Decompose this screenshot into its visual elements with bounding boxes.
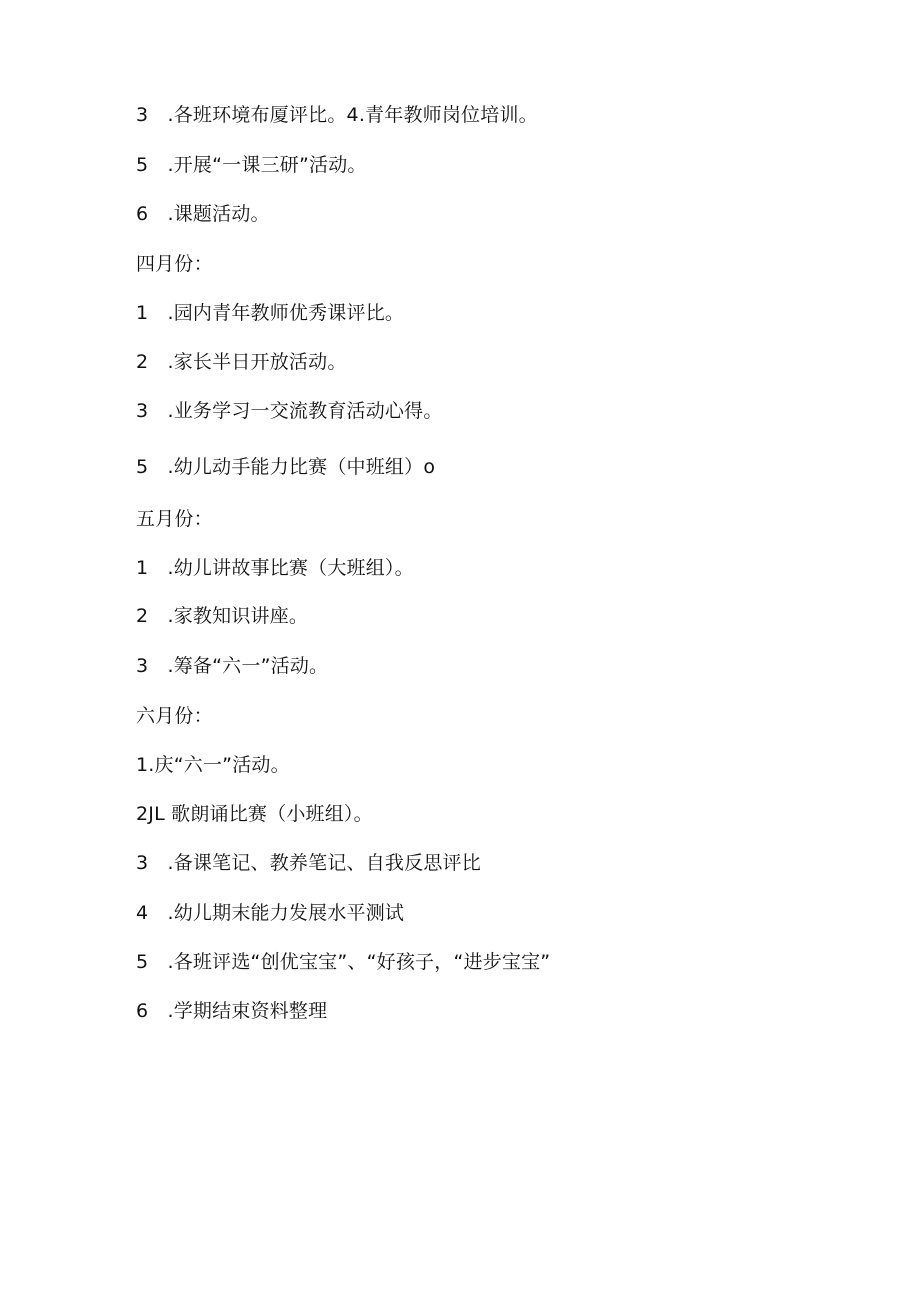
plan-line-june-5: 5 .各班评选“创优宝宝”、“好孩子，“进步宝宝”	[136, 951, 551, 973]
plan-line-march-6: 6 .课题活动。	[136, 203, 270, 225]
plan-line-june-6: 6 .学期结束资料整理	[136, 1000, 328, 1022]
section-heading-june: 六月份：	[136, 705, 213, 727]
plan-line-may-3: 3 .筹备“六一”活动。	[136, 655, 329, 677]
plan-line-april-2: 2 .家长半日开放活动。	[136, 351, 347, 373]
plan-line-june-2: 2JL 歌朗诵比赛（小班组）。	[136, 803, 373, 825]
section-heading-april: 四月份：	[136, 253, 213, 275]
plan-line-march-3-4: 3 .各班环境布厦评比。4.青年教师岗位培训。	[136, 104, 538, 126]
section-heading-may: 五月份：	[136, 508, 213, 530]
plan-line-june-1: 1.庆“六一”活动。	[136, 754, 290, 776]
plan-line-may-1: 1 .幼儿讲故事比赛（大班组）。	[136, 557, 414, 579]
plan-line-march-5: 5 .开展“一课三研”活动。	[136, 154, 367, 176]
plan-line-june-4: 4 .幼儿期末能力发展水平测试	[136, 902, 405, 924]
plan-line-may-2: 2 .家教知识讲座。	[136, 605, 309, 627]
plan-line-april-3: 3 .业务学习一交流教育活动心得。	[136, 400, 443, 422]
plan-line-april-1: 1 .园内青年教师优秀课评比。	[136, 302, 405, 324]
plan-line-april-5: 5 .幼儿动手能力比赛（中班组）o	[136, 456, 436, 478]
plan-line-june-3: 3 .备课笔记、教养笔记、自我反思评比	[136, 852, 481, 874]
